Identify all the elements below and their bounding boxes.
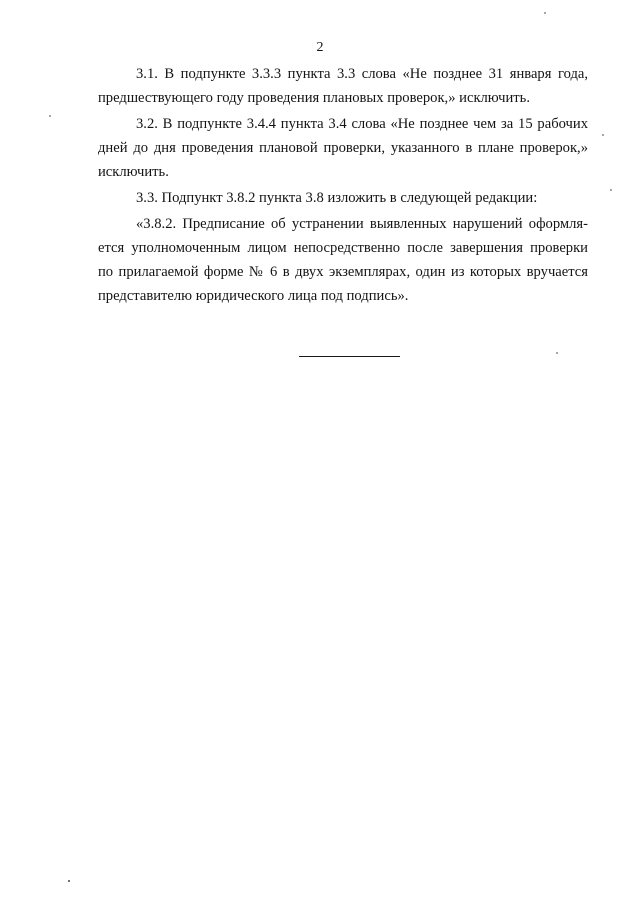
text-line: предшествующего году проведения плановых проверок,» исключить. bbox=[98, 90, 530, 106]
paragraph-3-3 bbox=[98, 186, 588, 210]
paragraph-3-1 bbox=[98, 62, 588, 110]
document-body bbox=[98, 62, 588, 308]
text-line: представителю юридического лица под подпись». bbox=[98, 288, 409, 304]
end-divider-line bbox=[299, 356, 400, 357]
scan-speck bbox=[68, 880, 70, 882]
scan-speck bbox=[544, 12, 546, 14]
scan-speck bbox=[610, 189, 612, 191]
text-line: ется уполномоченным лицом непосредственно после завершения проверки bbox=[98, 240, 588, 256]
text-line: дней до дня проведения плановой проверки, указанного в плане проверок,» bbox=[98, 140, 588, 156]
text-line: по прилагаемой форме № 6 в двух экземплярах, один из которых вручается bbox=[98, 264, 588, 280]
paragraph-3-2 bbox=[98, 112, 588, 184]
scan-speck bbox=[556, 352, 558, 354]
text-line: 3.2. В подпункте 3.4.4 пункта 3.4 слова «Не позднее чем за 15 рабочих bbox=[136, 116, 588, 132]
paragraph-3-8-2-quote bbox=[98, 212, 588, 308]
text-line: «3.8.2. Предписание об устранении выявленных нарушений оформля- bbox=[136, 216, 588, 232]
scan-speck bbox=[49, 115, 51, 117]
text-line: исключить. bbox=[98, 164, 169, 180]
text-line: 3.1. В подпункте 3.3.3 пункта 3.3 слова «Не позднее 31 января года, bbox=[136, 66, 588, 82]
text-line: 3.3. Подпункт 3.8.2 пункта 3.8 изложить в следующей редакции: bbox=[136, 190, 538, 206]
scan-speck bbox=[602, 134, 604, 136]
page-number: 2 bbox=[316, 40, 324, 55]
